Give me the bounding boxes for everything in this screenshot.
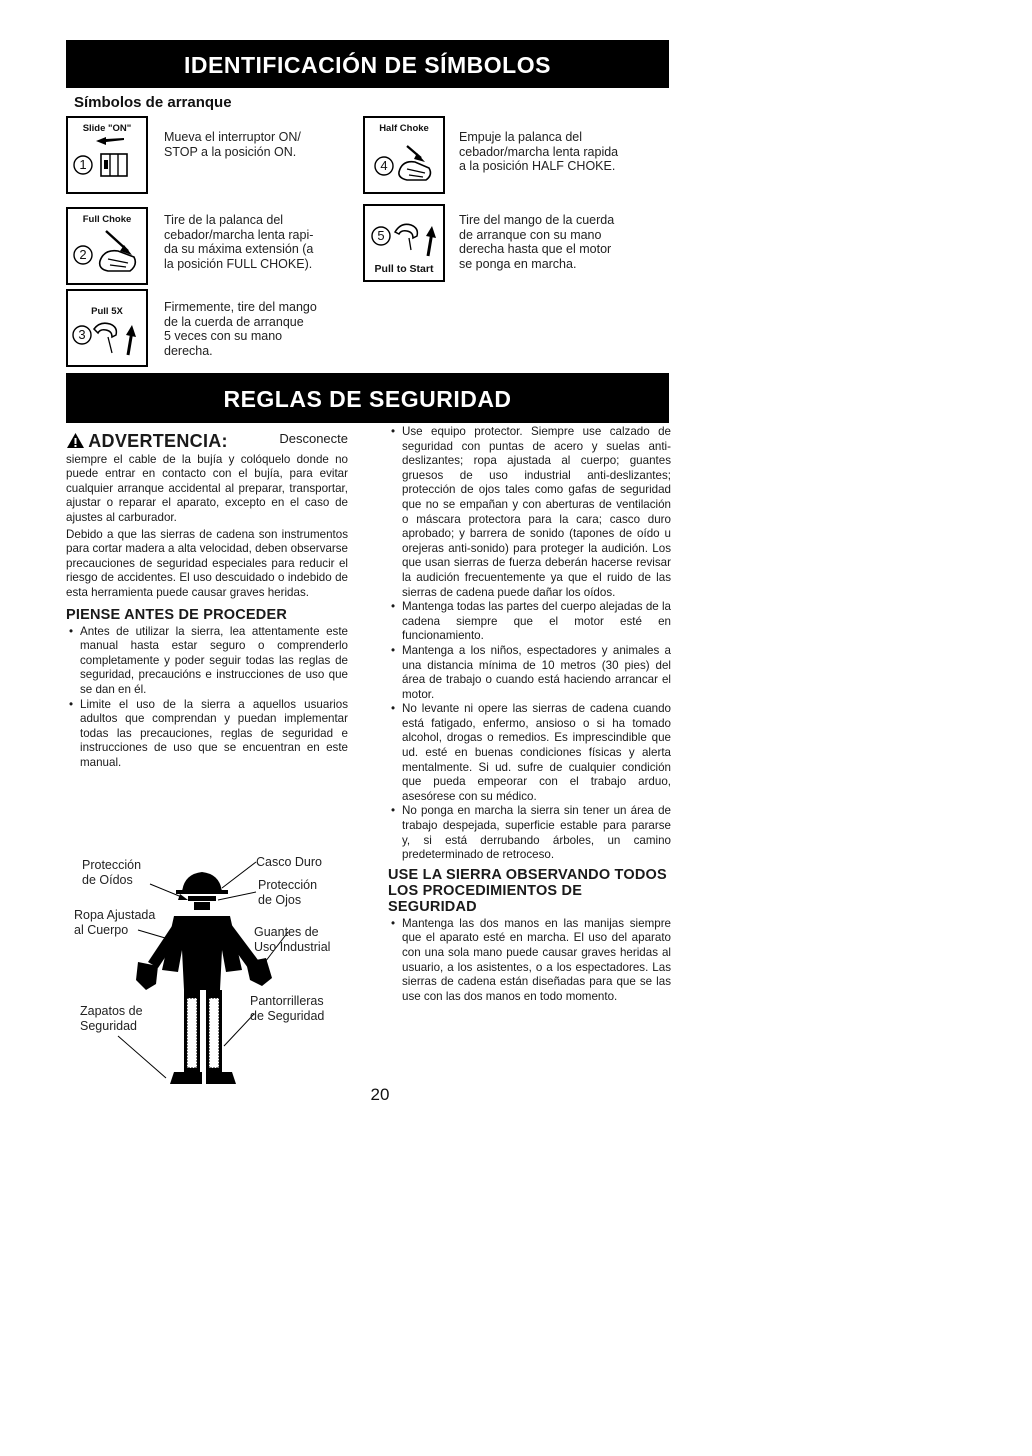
symbol-text-2: Tire de la palanca del cebador/marcha lenta rapi- da su máxima extensión (a la posición FULL CHOKE). <box>164 213 314 271</box>
symbol-number: 4 <box>380 158 388 173</box>
list-item: • No levante ni opere las sierras de cadena cuando está fatigado, enfermo, ansioso o si ha tomado alcohol, drogas o remedios. Es imprescindible que ud. esté en buenas condiciones físicas y alerta mentalmente. Si ud. sufre de cualquier condición que pueda empeorar con el trabajo arduo, asesórese con su médico. <box>388 702 671 804</box>
symbol-label: Slide "ON" <box>82 123 132 134</box>
symbol-box-full-choke <box>66 207 148 285</box>
page-number: 20 <box>370 1085 390 1104</box>
use-saw-list <box>388 917 671 1005</box>
symbol-box-pull-5x <box>66 289 148 367</box>
choke-full-icon <box>68 209 146 283</box>
switch-slide-icon <box>68 118 146 192</box>
symbol-number: 1 <box>79 157 87 172</box>
choke-half-icon <box>365 118 443 192</box>
symbol-box-pull-to-start <box>363 204 445 282</box>
symbol-text-4: Empuje la palanca del cebador/marcha lenta rapida a la posición HALF CHOKE. <box>459 130 619 173</box>
symbol-label: Full Choke <box>82 214 132 225</box>
list-item: • Mantenga las dos manos en las manijas siempre que el aparato esté en marcha. El uso del aparato con una sola mano puede causar graves heridas al usuario, a los asistentes, o a los espectadores. Las sierras de cadena están diseñadas para que se las use con las dos manos en todo momento. <box>388 917 671 1005</box>
right-column <box>388 425 671 1004</box>
symbol-text-1: Mueva el interruptor ON/ STOP a la posición ON. <box>164 130 301 159</box>
symbol-number: 2 <box>79 247 87 262</box>
protective-list <box>388 425 671 863</box>
label-fitted-clothing: Ropa Ajustada al Cuerpo <box>74 908 156 937</box>
use-saw-heading: USE LA SIERRA OBSERVANDO TODOS LOS PROCEDIMIENTOS DE SEGURIDAD <box>388 866 667 915</box>
symbol-label: Pull 5X <box>91 306 123 317</box>
warning-triangle-icon <box>66 432 85 449</box>
list-item: • No ponga en marcha la sierra sin tener un área de trabajo despejada, superficie estable para pararse y, si está derrubando árboles, un camino predeterminado de retroceso. <box>388 804 671 862</box>
left-column <box>66 432 348 770</box>
label-gloves: Guantes de Uso Industrial <box>254 925 331 954</box>
symbol-box-half-choke <box>363 116 445 194</box>
label-hearing-protection: Protección de Oídos <box>82 858 142 887</box>
list-item: • Mantenga a los niños, espectadores y animales a una distancia mínima de 10 metros (30 pies) del área de trabajo o cuando está haciendo arrancar el motor. <box>388 644 671 702</box>
symbol-text-3: Firmemente, tire del mango de la cuerda de arranque 5 veces con su mano derecha. <box>164 300 317 358</box>
symbol-label: Half Choke <box>379 123 429 134</box>
warning-heading-row <box>66 432 348 452</box>
symbol-label: Pull to Start <box>374 263 434 275</box>
symbol-number: 3 <box>78 327 86 342</box>
warning-heading: ADVERTENCIA: <box>88 431 228 451</box>
warning-text: siempre el cable de la bujía y colóquelo donde no puede entrar en contacto con el bujía, para evitar cualquier arranque accidental al preparar, transportar, ajustar o reparar el aparato, excepto en el caso de ajustes al carburador. <box>66 452 348 524</box>
list-item: • Antes de utilizar la sierra, lea attentamente este manual hasta estar seguro o comprenderlo completamente y poder seguir todas las reglas de seguridad, precaucións e instrucciones de uso que se dan en él. <box>66 625 348 698</box>
label-safety-shoes: Zapatos de Seguridad <box>80 1004 143 1033</box>
symbol-box-slide-on <box>66 116 148 194</box>
think-heading: PIENSE ANTES DE PROCEDER <box>66 606 287 623</box>
label-eye-protection: Protección de Ojos <box>258 878 318 907</box>
warning-lead: Desconecte <box>279 431 348 446</box>
warning-paragraph-2: Debido a que las sierras de cadena son instrumentos para cortar madera a alta velocidad, deben observarse precauciones de seguridad especiales para reducir el riesgo de accidentes. El uso descuidado o indebido de esta herramienta puede causar graves heridas. <box>66 527 348 599</box>
starting-symbols-heading: Símbolos de arranque <box>74 94 232 111</box>
label-safety-chaps: Pantorrilleras de Seguridad <box>250 994 325 1023</box>
think-list <box>66 625 348 771</box>
list-item: • Limite el uso de la sierra a aquellos usuarios adultos que comprendan y puedan implementar todas las precauciones, reglas de seguridad e instrucciones de uso que se encuentran en este manual. <box>66 698 348 771</box>
symbol-text-5: Tire del mango de la cuerda de arranque con su mano derecha hasta que el motor se ponga en marcha. <box>459 213 615 271</box>
list-item: • Mantenga todas las partes del cuerpo alejadas de la cadena siempre que el motor esté en funcionamiento. <box>388 600 671 644</box>
safety-title-banner: REGLAS DE SEGURIDAD <box>66 373 669 423</box>
list-item: • Use equipo protector. Siempre use calzado de seguridad con puntas de acero y suelas anti-deslizantes; ropa ajustada al cuerpo; guantes gruesos de uso industrial anti-deslizantes; protección de ojos tales como gafas de seguridad que no se empañan y con aberturas de ventilación o máscara protectora para la cara; casco duro aprobado; y barrera de sonido (tapones de oído u orejeras anti-sonido) para proteger la audición. Los que usan sierras de fuerza deberán hacerse revisar la audición frecuentemente ya que el ruido de las sierras de cadena puede dañar los oídos. <box>388 425 671 600</box>
label-hard-hat: Casco Duro <box>256 855 322 869</box>
symbol-number: 5 <box>377 228 385 243</box>
symbols-title-banner: IDENTIFICACIÓN DE SÍMBOLOS <box>66 40 669 88</box>
